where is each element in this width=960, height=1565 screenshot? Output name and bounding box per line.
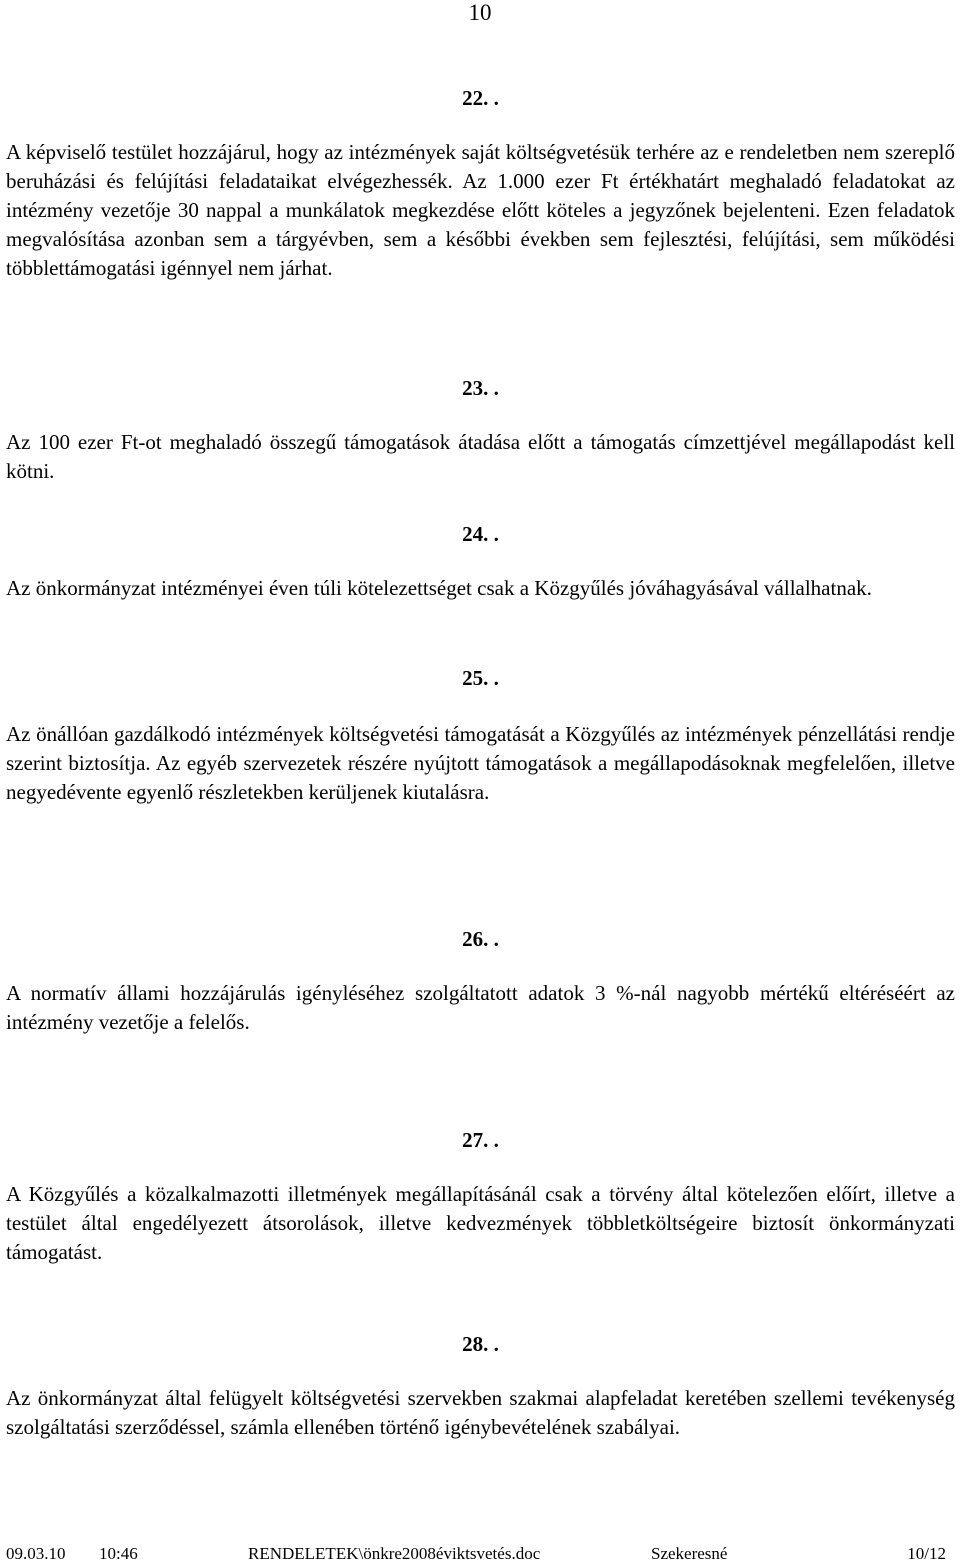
footer-date: 09.03.10: [6, 1544, 66, 1563]
section-28: [6, 1330, 955, 1442]
section-23: [6, 374, 955, 486]
section-body: A képviselő testület hozzájárul, hogy az intézmények saját költségvetésük terhére az e rendeletben nem szereplő beruházási és felújítási feladataikat elvégezhessék. Az 1.000 ezer Ft értékhatárt meghaladó feladatokat az intézmény vezetője 30 nappal a munkálatok megkezdése előtt köteles a jegyzőnek bejelenteni. Ezen feladatok megvalósítása azonban sem a tárgyévben, sem a későbbi években sem fejlesztési, felújítási, sem működési többlettámogatási igénnyel nem járhat.: [6, 140, 955, 280]
section-heading: 25. .: [462, 666, 499, 690]
footer-author: Szekeresné: [651, 1544, 728, 1563]
footer-page-count: 10/12: [907, 1544, 946, 1563]
page-footer: [6, 1544, 955, 1564]
section-heading: 27. .: [462, 1128, 499, 1152]
section-body: Az önkormányzat intézményei éven túli kötelezettséget csak a Közgyűlés jóváhagyásával vállalhatnak.: [6, 576, 872, 600]
section-27: [6, 1126, 955, 1267]
section-body: Az önállóan gazdálkodó intézmények költségvetési támogatását a Közgyűlés az intézmények pénzellátási rendje szerint biztosítja. Az egyéb szervezetek részére nyújtott támogatások a megállapodásoknak megfelelően, illetve negyedévente egyenlő részletekben kerüljenek kiutalásra.: [6, 722, 955, 804]
section-body: A normatív állami hozzájárulás igényléséhez szolgáltatott adatok 3 %-nál nagyobb mértékű eltéréséért az intézmény vezetője a felelős.: [6, 981, 955, 1034]
section-heading: 26. .: [462, 927, 499, 951]
section-25: [6, 664, 955, 807]
section-body: Az önkormányzat által felügyelt költségvetési szervekben szakmai alapfeladat keretében szellemi tevékenység szolgáltatási szerződéssel, számla ellenében történő igénybevételének szabályai.: [6, 1386, 955, 1439]
section-body: A Közgyűlés a közalkalmazotti illetmények megállapításánál csak a törvény által kötelezően előírt, illetve a testület által engedélyezett átsorolások, illetve kedvezmények többletköltségeire biztosít önkormányzati támogatást.: [6, 1182, 955, 1264]
footer-time: 10:46: [99, 1544, 138, 1563]
section-heading: 22. .: [462, 86, 499, 110]
section-26: [6, 925, 955, 1037]
section-heading: 28. .: [462, 1332, 499, 1356]
section-24: [6, 520, 955, 603]
footer-filename: RENDELETEK\önkre2008éviktsvetés.doc: [248, 1544, 541, 1563]
section-heading: 24. .: [462, 522, 499, 546]
section-heading: 23. .: [462, 376, 499, 400]
section-22: [6, 84, 955, 283]
section-body: Az 100 ezer Ft-ot meghaladó összegű támogatások átadása előtt a támogatás címzettjével megállapodást kell kötni.: [6, 430, 955, 483]
page-number: 10: [468, 0, 492, 25]
